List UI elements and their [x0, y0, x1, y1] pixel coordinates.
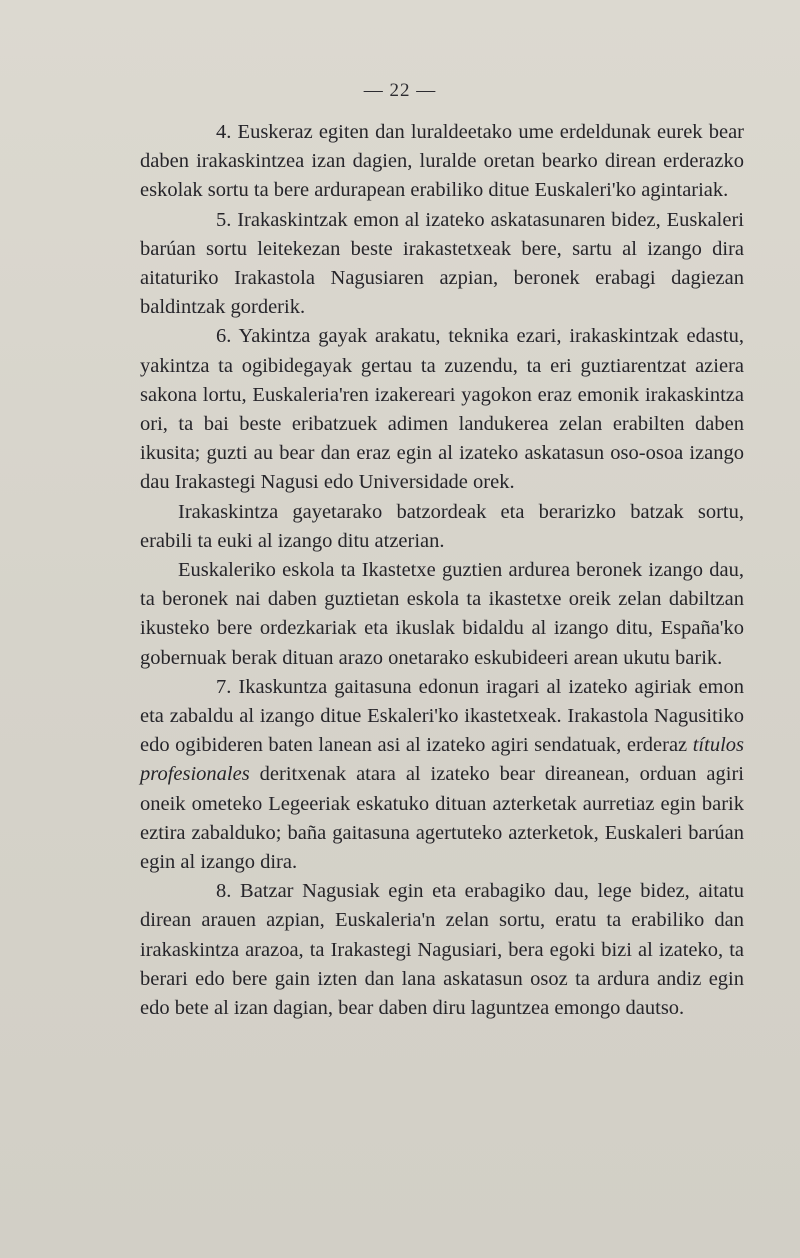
paragraph-6-eskolak — [140, 556, 744, 673]
paragraph-number: 7. — [216, 675, 232, 698]
paragraph-text: Euskaleriko eskola ta Ikastetxe guztien ardurea beronek izango dau, ta beronek nai daben guztietan eskola ta ikastetxe oreik zelan dabiltzan ikusteko bere ordezkariak eta ikuslak bidaldu al izango ditu, España'ko gobernuak berak dituan arazo onetarako eskubideeri arean ukutu barik. — [140, 559, 744, 669]
paragraph-5 — [140, 206, 744, 323]
paragraph-number: 4. — [216, 121, 232, 143]
paragraph-6 — [140, 322, 744, 497]
paragraph-text: Irakaskintzak emon al izateko askatasunaren bidez, Euskaleri barúan sortu leitekezan beste irakastetxeak bere, sartu al izango dira aitaturiko Irakastola Nagusiaren azpian, beronek erabagi dagiezan baldintzak gorderik. — [140, 208, 744, 319]
paragraph-text-end: deritxenak atara al izateko bear direanean, orduan agiri oneik ometeko Legeeriak eskatuko dituan azterketak aurretiaz egin barik eztira zabalduko; baña gaitasuna agertuteko azterketok, Euskaleri barúan egin al izango dira. — [140, 763, 744, 874]
paragraph-number: 5. — [216, 208, 232, 231]
paragraph-text: Batzar Nagusiak egin eta erabagiko dau, lege bidez, aitatu direan arauen azpian, Euskaleria'n zelan sortu, eratu ta erabiliko dan irakaskintza arazoa, ta Irakastegi Nagusiari, bera egoki bizi al izateko, ta berari edo bere gain izten dan lana askatasun osoz ta ardura andiz egin edo bete al izan dagian, bear daben diru laguntzea emongo dautso. — [140, 880, 744, 1020]
paragraph-text: Euskeraz egiten dan luraldeetako ume erdeldunak eurek bear daben irakaskintzea izan dagien, luralde oretan bearko direan erderazko eskolak sortu ta bere ardurapean erabiliko ditue Euskaleri'ko agintariak. — [140, 121, 744, 202]
paragraph-number: 6. — [216, 325, 232, 348]
paragraph-text-start: Ikaskuntza gaitasuna edonun iragari al izateko agiriak emon eta zabaldu al izango ditue Eskaleri'ko ikastetxeak. Irakastola Nagusitiko edo ogibideren baten lanean asi al izateko agiri sendatuak, erderaz — [140, 675, 744, 757]
paragraph-text: Irakaskintza gayetarako batzordeak eta berarizko batzak sortu, erabili ta euki al izango ditu atzerian. — [140, 500, 744, 552]
paragraph-4 — [140, 118, 744, 206]
page-number: — 22 — — [363, 80, 437, 101]
body-text — [140, 118, 744, 1023]
paragraph-text: Yakintza gayak arakatu, teknika ezari, irakaskintzak edastu, yakintza ta ogibidegayak gertau ta zuzendu, ta eri guztiarentzat aziera sakona lortu, Euskaleria'ren izakereari yagokon eraz emonik irakaskintza ori, ta bai beste eribatzuek adimen landukerea zelan erabilten daben ikusita; guzti au bear dan eraz egin al izateko askatasun oso-osoa izango dau Irakastegi Nagusi edo Universidade orek. — [140, 325, 744, 494]
paragraph-7 — [140, 673, 744, 877]
paragraph-6-batzordeak — [140, 498, 744, 556]
paragraph-8 — [140, 877, 744, 1023]
paragraph-number: 8. — [216, 880, 232, 903]
italic-term: títulos profesionales — [140, 734, 744, 786]
